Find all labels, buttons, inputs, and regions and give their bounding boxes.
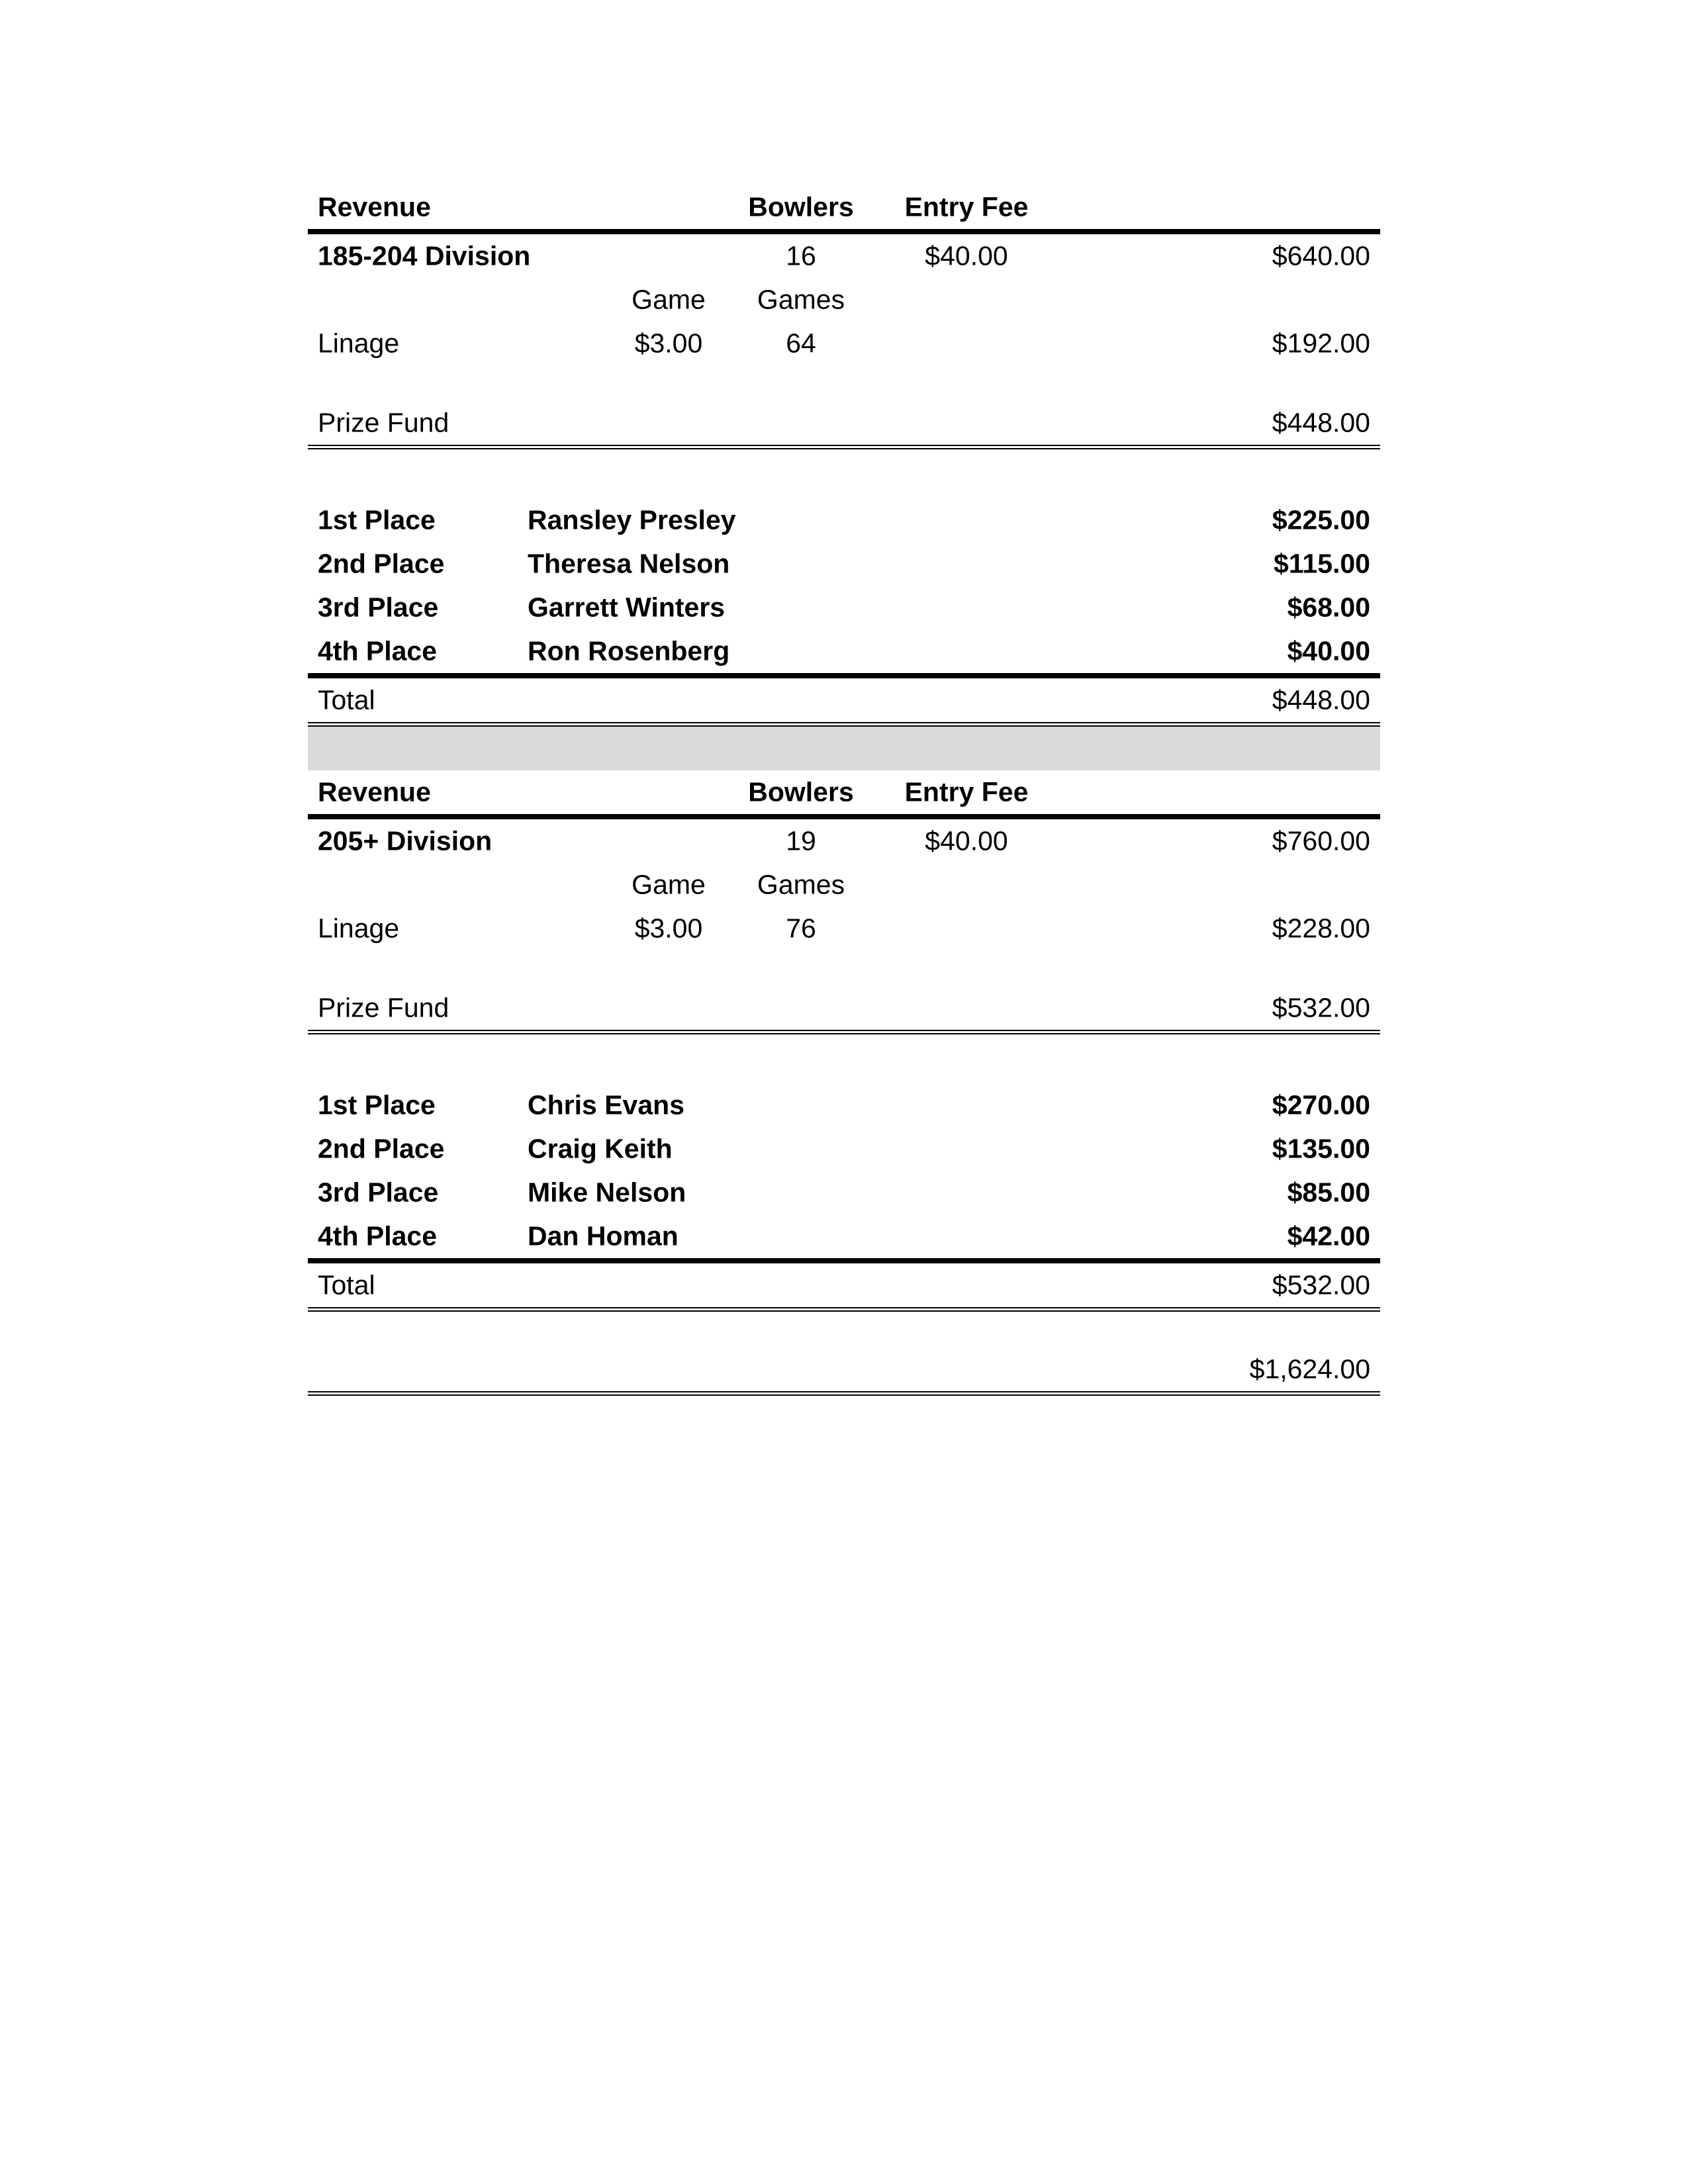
bowler-name: Mike Nelson xyxy=(528,1177,686,1208)
place-row xyxy=(308,586,1380,629)
game-price: $3.00 xyxy=(634,913,703,944)
place-label: 2nd Place xyxy=(318,548,445,579)
revenue-header-row xyxy=(308,770,1380,819)
prize-fund-amount: $532.00 xyxy=(1272,992,1370,1023)
game-header-row xyxy=(308,278,1380,322)
prize-fund-row xyxy=(308,401,1380,449)
bowler-name: Dan Homan xyxy=(528,1220,679,1251)
entry-fee-header: Entry Fee xyxy=(904,776,1029,807)
entry-fee: $40.00 xyxy=(925,240,1008,271)
division-name: 185-204 Division xyxy=(318,240,531,271)
place-label: 2nd Place xyxy=(318,1133,445,1164)
bowlers-count: 16 xyxy=(786,240,816,271)
entry-total: $640.00 xyxy=(1272,240,1370,271)
division-row xyxy=(308,819,1380,863)
prize-amount: $68.00 xyxy=(1287,592,1370,623)
place-row xyxy=(308,542,1380,586)
place-row xyxy=(308,1127,1380,1171)
bowler-name: Chris Evans xyxy=(528,1089,684,1120)
games-count: 76 xyxy=(786,913,816,944)
linage-total: $192.00 xyxy=(1272,328,1370,359)
total-label: Total xyxy=(318,1269,375,1300)
revenue-header-row xyxy=(308,185,1380,234)
place-row xyxy=(308,1214,1380,1263)
linage-row xyxy=(308,322,1380,365)
place-label: 1st Place xyxy=(318,1089,436,1120)
entry-total: $760.00 xyxy=(1272,825,1370,856)
division-name: 205+ Division xyxy=(318,825,492,856)
section-separator xyxy=(308,727,1380,770)
total-label: Total xyxy=(318,684,375,715)
bowler-name: Ron Rosenberg xyxy=(528,635,730,666)
prize-fund-sheet xyxy=(308,185,1380,1396)
bowler-name: Theresa Nelson xyxy=(528,548,730,579)
linage-total: $228.00 xyxy=(1272,913,1370,944)
linage-label: Linage xyxy=(318,913,400,944)
entry-fee-header: Entry Fee xyxy=(904,191,1029,222)
bowler-name: Garrett Winters xyxy=(528,592,726,623)
place-label: 3rd Place xyxy=(318,592,439,623)
games-header: Games xyxy=(757,869,845,900)
prize-fund-label: Prize Fund xyxy=(318,407,449,438)
place-row xyxy=(308,1171,1380,1214)
game-header: Game xyxy=(632,284,706,315)
prize-fund-label: Prize Fund xyxy=(318,992,449,1023)
grand-total-amount: $1,624.00 xyxy=(1249,1353,1370,1385)
place-label: 4th Place xyxy=(318,635,438,666)
prize-amount: $270.00 xyxy=(1272,1089,1370,1120)
prize-amount: $85.00 xyxy=(1287,1177,1370,1208)
bowlers-count: 19 xyxy=(786,825,816,856)
prize-fund-row xyxy=(308,986,1380,1034)
prize-amount: $115.00 xyxy=(1274,548,1370,579)
total-row xyxy=(308,678,1380,727)
place-row xyxy=(308,498,1380,542)
total-amount: $532.00 xyxy=(1272,1269,1370,1300)
revenue-header: Revenue xyxy=(318,191,431,222)
prize-amount: $42.00 xyxy=(1287,1220,1370,1251)
bowlers-header: Bowlers xyxy=(748,191,854,222)
place-row xyxy=(308,629,1380,678)
bowlers-header: Bowlers xyxy=(748,776,854,807)
place-row xyxy=(308,1083,1380,1127)
linage-row xyxy=(308,907,1380,950)
prize-fund-amount: $448.00 xyxy=(1272,407,1370,438)
game-header: Game xyxy=(632,869,706,900)
games-header: Games xyxy=(757,284,845,315)
bowler-name: Ransley Presley xyxy=(528,504,736,535)
place-label: 3rd Place xyxy=(318,1177,439,1208)
prize-amount: $225.00 xyxy=(1272,504,1370,535)
total-row xyxy=(308,1263,1380,1312)
game-price: $3.00 xyxy=(634,328,703,359)
prize-amount: $40.00 xyxy=(1287,635,1370,666)
game-header-row xyxy=(308,863,1380,907)
grand-total-row xyxy=(308,1347,1380,1396)
bowler-name: Craig Keith xyxy=(528,1133,673,1164)
revenue-header: Revenue xyxy=(318,776,431,807)
games-count: 64 xyxy=(786,328,816,359)
division-row xyxy=(308,234,1380,278)
place-label: 1st Place xyxy=(318,504,436,535)
linage-label: Linage xyxy=(318,328,400,359)
entry-fee: $40.00 xyxy=(925,825,1008,856)
prize-amount: $135.00 xyxy=(1272,1133,1370,1164)
total-amount: $448.00 xyxy=(1272,684,1370,715)
place-label: 4th Place xyxy=(318,1220,438,1251)
